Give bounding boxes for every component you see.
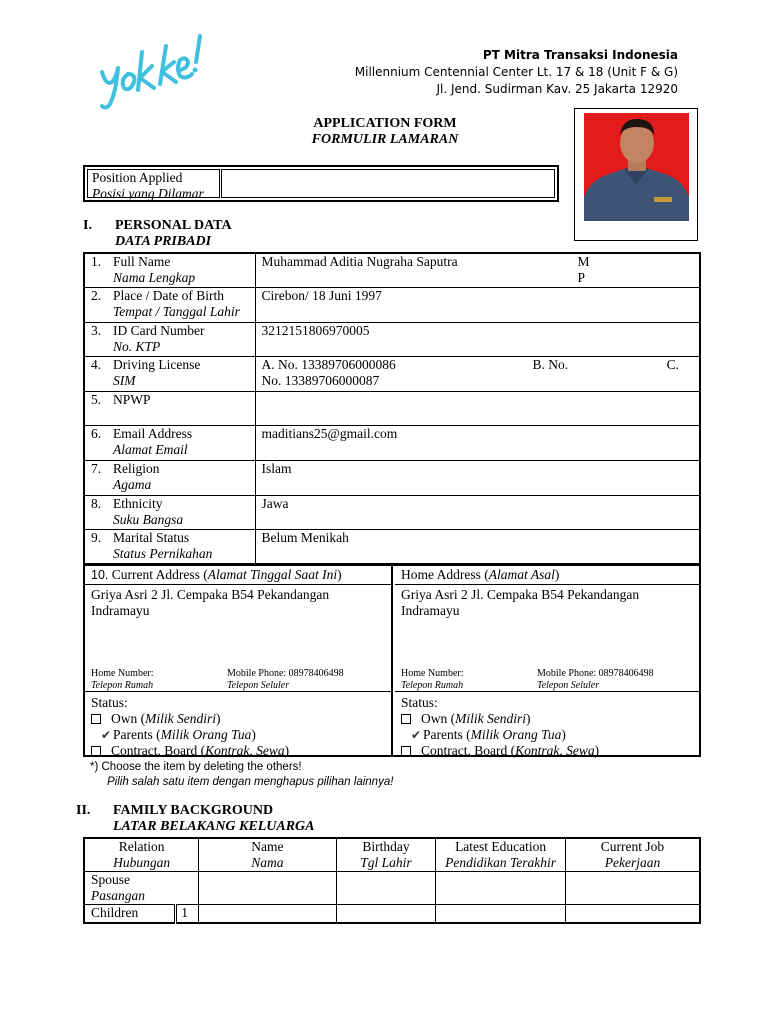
gender-marker-p: P (577, 270, 586, 285)
row-value-field[interactable]: Belum Menikah (255, 530, 700, 565)
family-header-row (84, 838, 700, 872)
position-applied-box (83, 165, 559, 202)
personal-row (84, 391, 700, 426)
form-title-block (240, 116, 530, 148)
checkbox-empty-icon[interactable] (91, 746, 101, 756)
personal-row (84, 461, 700, 496)
gender-marker-m: M (577, 254, 590, 269)
family-column-header: Birthday Tgl Lahir (336, 838, 436, 872)
home-option-own[interactable]: Own (Milik Sendiri) (401, 711, 599, 727)
address-box (83, 564, 701, 757)
current-mobile-phone: Mobile Phone: 08978406498 Telepon Seluler (227, 668, 344, 691)
home-status-label: Status: (401, 695, 438, 710)
family-cell[interactable] (436, 872, 566, 905)
row-label: ID Card Number No. KTP (113, 322, 255, 357)
checkbox-empty-icon[interactable] (91, 714, 101, 724)
current-option-own[interactable]: Own (Milik Sendiri) (91, 711, 289, 727)
family-column-header: Latest Education Pendidikan Terakhir (436, 838, 566, 872)
row-value-field[interactable] (255, 391, 700, 426)
current-address-column (85, 566, 393, 758)
current-option-parents[interactable]: ✔ Parents (Milik Orang Tua) (101, 727, 256, 742)
family-cell[interactable] (565, 905, 700, 923)
family-cell[interactable] (565, 872, 700, 905)
home-address-column (395, 566, 699, 758)
company-name: PT Mitra Transaksi Indonesia (482, 48, 678, 62)
home-address-heading: Home Address (Alamat Asal) (395, 566, 699, 585)
home-mobile-phone: Mobile Phone: 08978406498 Telepon Seluler (537, 668, 654, 691)
current-status-options (91, 695, 289, 759)
current-address-heading: 10. Current Address (Alamat Tinggal Saat Ini) (85, 566, 391, 585)
children-label: Children (84, 905, 176, 923)
note-indonesian: Pilih salah satu item dengan menghapus pilihan lainnya! (107, 776, 394, 788)
personal-row (84, 322, 700, 357)
family-column-header: Name Nama (199, 838, 336, 872)
personal-row (84, 495, 700, 530)
personal-section-heading (83, 218, 383, 252)
selection-note (90, 760, 393, 790)
family-column-header: Current Job Pekerjaan (565, 838, 700, 872)
row-number: 3. (84, 322, 113, 357)
row-number: 4. (84, 357, 113, 392)
row-value-field[interactable]: Islam (255, 461, 700, 496)
personal-row (84, 288, 700, 323)
personal-section-number: I. (83, 218, 92, 233)
row-number: 7. (84, 461, 113, 496)
row-label: Marital Status Status Pernikahan (113, 530, 255, 565)
current-option-contract[interactable]: Contract, Board (Kontrak, Sewa) (91, 743, 289, 759)
home-home-number: Home Number: Telepon Rumah (401, 668, 464, 691)
row-number: 8. (84, 495, 113, 530)
family-section-title-id: LATAR BELAKANG KELUARGA (113, 819, 315, 834)
family-cell[interactable] (336, 905, 436, 923)
family-cell[interactable] (436, 905, 566, 923)
checkbox-empty-icon[interactable] (401, 746, 411, 756)
row-label: Place / Date of Birth Tempat / Tanggal Lahir (113, 288, 255, 323)
spouse-label: Spouse Pasangan (84, 872, 199, 905)
row-label: Ethnicity Suku Bangsa (113, 495, 255, 530)
checkmark-icon[interactable]: ✔ (411, 728, 422, 742)
note-english: *) Choose the item by deleting the others! (90, 761, 302, 773)
row-number: 9. (84, 530, 113, 565)
family-column-header: Relation Hubungan (84, 838, 199, 872)
personal-row (84, 530, 700, 565)
row-number: 6. (84, 426, 113, 461)
home-option-parents[interactable]: ✔ Parents (Milik Orang Tua) (411, 727, 566, 742)
yokke-logo (96, 30, 206, 110)
position-label-cell (87, 169, 220, 201)
family-section-title: FAMILY BACKGROUND (113, 803, 274, 818)
checkmark-icon[interactable]: ✔ (101, 728, 112, 742)
row-label: Religion Agama (113, 461, 255, 496)
home-status-options (401, 695, 599, 759)
personal-data-table (83, 252, 701, 565)
personal-row (84, 253, 700, 288)
company-info (355, 47, 678, 98)
row-number: 5. (84, 391, 113, 426)
checkbox-empty-icon[interactable] (401, 714, 411, 724)
row-value-field[interactable]: Muhammad Aditia Nugraha Saputra M P (255, 253, 700, 288)
personal-row (84, 426, 700, 461)
home-address-field[interactable]: Griya Asri 2 Jl. Cempaka B54 Pekandangan Indramayu Home Number: Telepon Rumah Mobile Phone: 08978406498 Telepon Seluler (395, 586, 699, 692)
row-value-field[interactable]: maditians25@gmail.com (255, 426, 700, 461)
personal-section-title: PERSONAL DATA (115, 218, 232, 233)
position-label: Position Applied (92, 170, 183, 185)
family-background-table (83, 837, 701, 924)
row-value-field[interactable]: 3212151806970005 (255, 322, 700, 357)
form-subtitle: FORMULIR LAMARAN (311, 132, 459, 147)
family-cell[interactable] (336, 872, 436, 905)
applicant-photo (584, 113, 689, 221)
personal-row (84, 357, 700, 392)
row-label: NPWP (113, 391, 255, 426)
current-home-number: Home Number: Telepon Rumah (91, 668, 154, 691)
license-c: C. (666, 357, 679, 373)
row-label: Full Name Nama Lengkap (113, 253, 255, 288)
current-status-label: Status: (91, 695, 128, 710)
form-title: APPLICATION FORM (313, 116, 457, 131)
row-value-field[interactable]: A. No. 13389706000086 B. No. C. No. 13389706000087 (255, 357, 700, 392)
family-section-number: II. (76, 803, 91, 818)
family-cell[interactable] (199, 905, 336, 923)
family-section-heading (76, 803, 396, 837)
position-value-field[interactable] (221, 169, 555, 198)
row-number: 1. (84, 253, 113, 288)
row-number: 2. (84, 288, 113, 323)
personal-section-title-id: DATA PRIBADI (115, 234, 212, 249)
current-address-field[interactable]: Griya Asri 2 Jl. Cempaka B54 Pekandangan Indramayu Home Number: Telepon Rumah Mobile Phone: 08978406498 Telepon Seluler (85, 586, 391, 692)
row-label: Email Address Alamat Email (113, 426, 255, 461)
family-cell[interactable] (199, 872, 336, 905)
family-row-spouse (84, 872, 700, 905)
company-address-line1: Millennium Centennial Center Lt. 17 & 18 (Unit F & G) (354, 65, 678, 79)
photo-frame (574, 108, 698, 241)
row-value-field[interactable]: Jawa (255, 495, 700, 530)
row-value-field[interactable]: Cirebon/ 18 Juni 1997 (255, 288, 700, 323)
license-b: B. No. (532, 357, 569, 373)
children-number: 1 (176, 905, 199, 923)
row-label: Driving License SIM (113, 357, 255, 392)
position-label-id: Posisi yang Dilamar (92, 186, 204, 201)
company-address-line2: Jl. Jend. Sudirman Kav. 25 Jakarta 12920 (436, 82, 678, 96)
family-row-children (84, 905, 700, 923)
home-option-contract[interactable]: Contract, Board (Kontrak, Sewa) (401, 743, 599, 759)
